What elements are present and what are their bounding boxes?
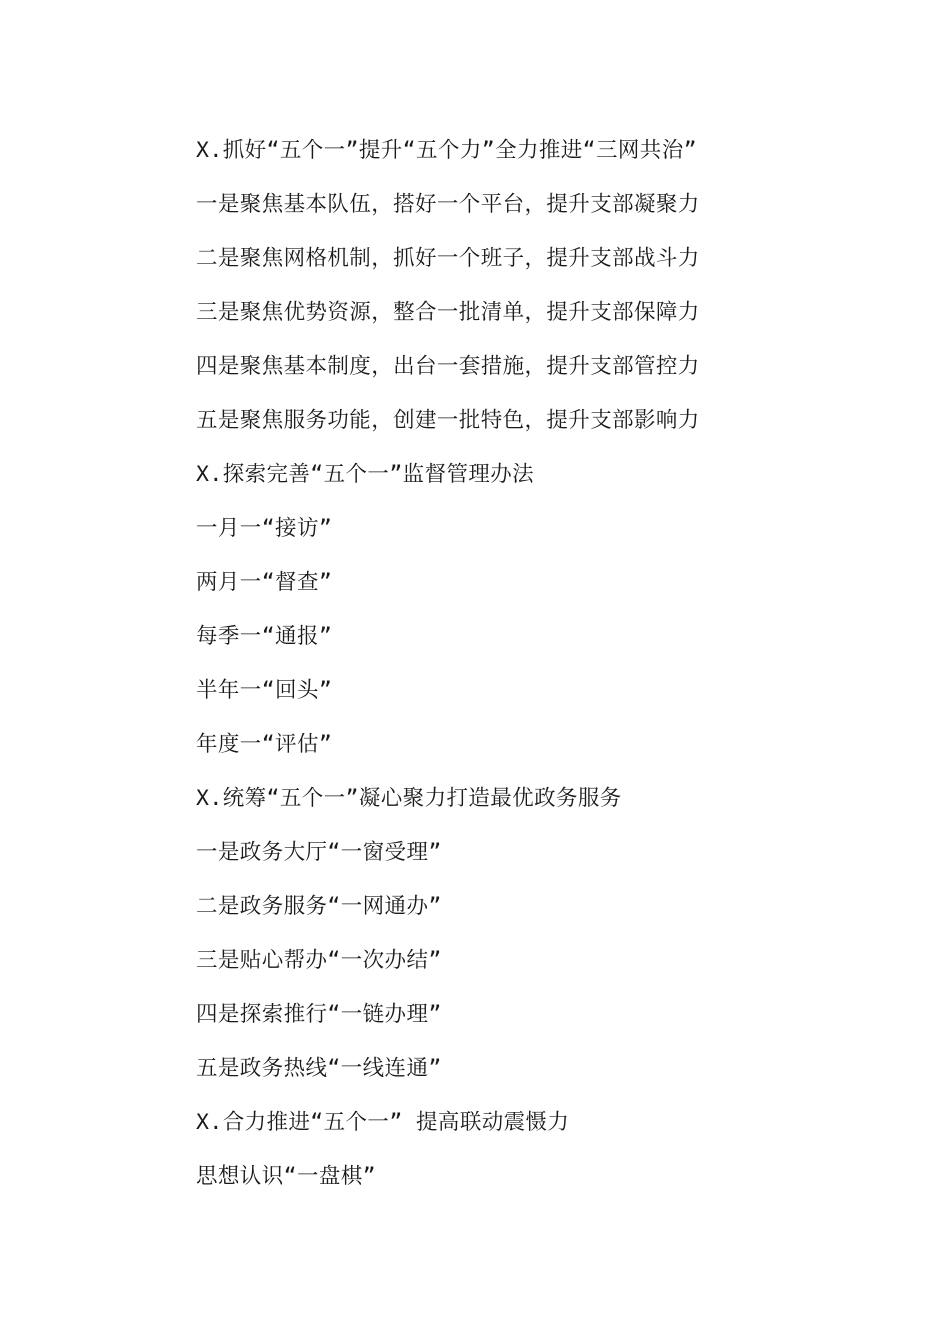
paragraph-line: 一是聚焦基本队伍，搭好一个平台，提升支部凝聚力 xyxy=(196,192,700,217)
section-heading-4: X.合力推进“五个一” 提高联动震慑力 xyxy=(196,1110,570,1135)
paragraph-line: 二是政务服务“一网通办” xyxy=(196,894,442,919)
paragraph-line: 每季一“通报” xyxy=(196,624,333,649)
paragraph-line: 三是贴心帮办“一次办结” xyxy=(196,948,442,973)
paragraph-line: 半年一“回头” xyxy=(196,678,333,703)
document-body xyxy=(196,134,896,1214)
paragraph-line: 三是聚焦优势资源，整合一批清单，提升支部保障力 xyxy=(196,300,700,325)
section-heading-1: X.抓好“五个一”提升“五个力”全力推进“三网共治” xyxy=(196,138,697,163)
paragraph-line: 五是政务热线“一线连通” xyxy=(196,1056,442,1081)
paragraph-line: 四是探索推行“一链办理” xyxy=(196,1002,442,1027)
paragraph-line: 一是政务大厅“一窗受理” xyxy=(196,840,442,865)
paragraph-line: 五是聚焦服务功能，创建一批特色，提升支部影响力 xyxy=(196,408,700,433)
paragraph-line: 思想认识“一盘棋” xyxy=(196,1164,376,1189)
paragraph-line: 一月一“接访” xyxy=(196,516,333,541)
paragraph-line: 二是聚焦网格机制，抓好一个班子，提升支部战斗力 xyxy=(196,246,700,271)
paragraph-line: 两月一“督查” xyxy=(196,570,333,595)
section-heading-2: X.探索完善“五个一”监督管理办法 xyxy=(196,462,535,487)
section-heading-3: X.统筹“五个一”凝心聚力打造最优政务服务 xyxy=(196,786,622,811)
paragraph-line: 四是聚焦基本制度，出台一套措施，提升支部管控力 xyxy=(196,354,700,379)
paragraph-line: 年度一“评估” xyxy=(196,732,333,757)
